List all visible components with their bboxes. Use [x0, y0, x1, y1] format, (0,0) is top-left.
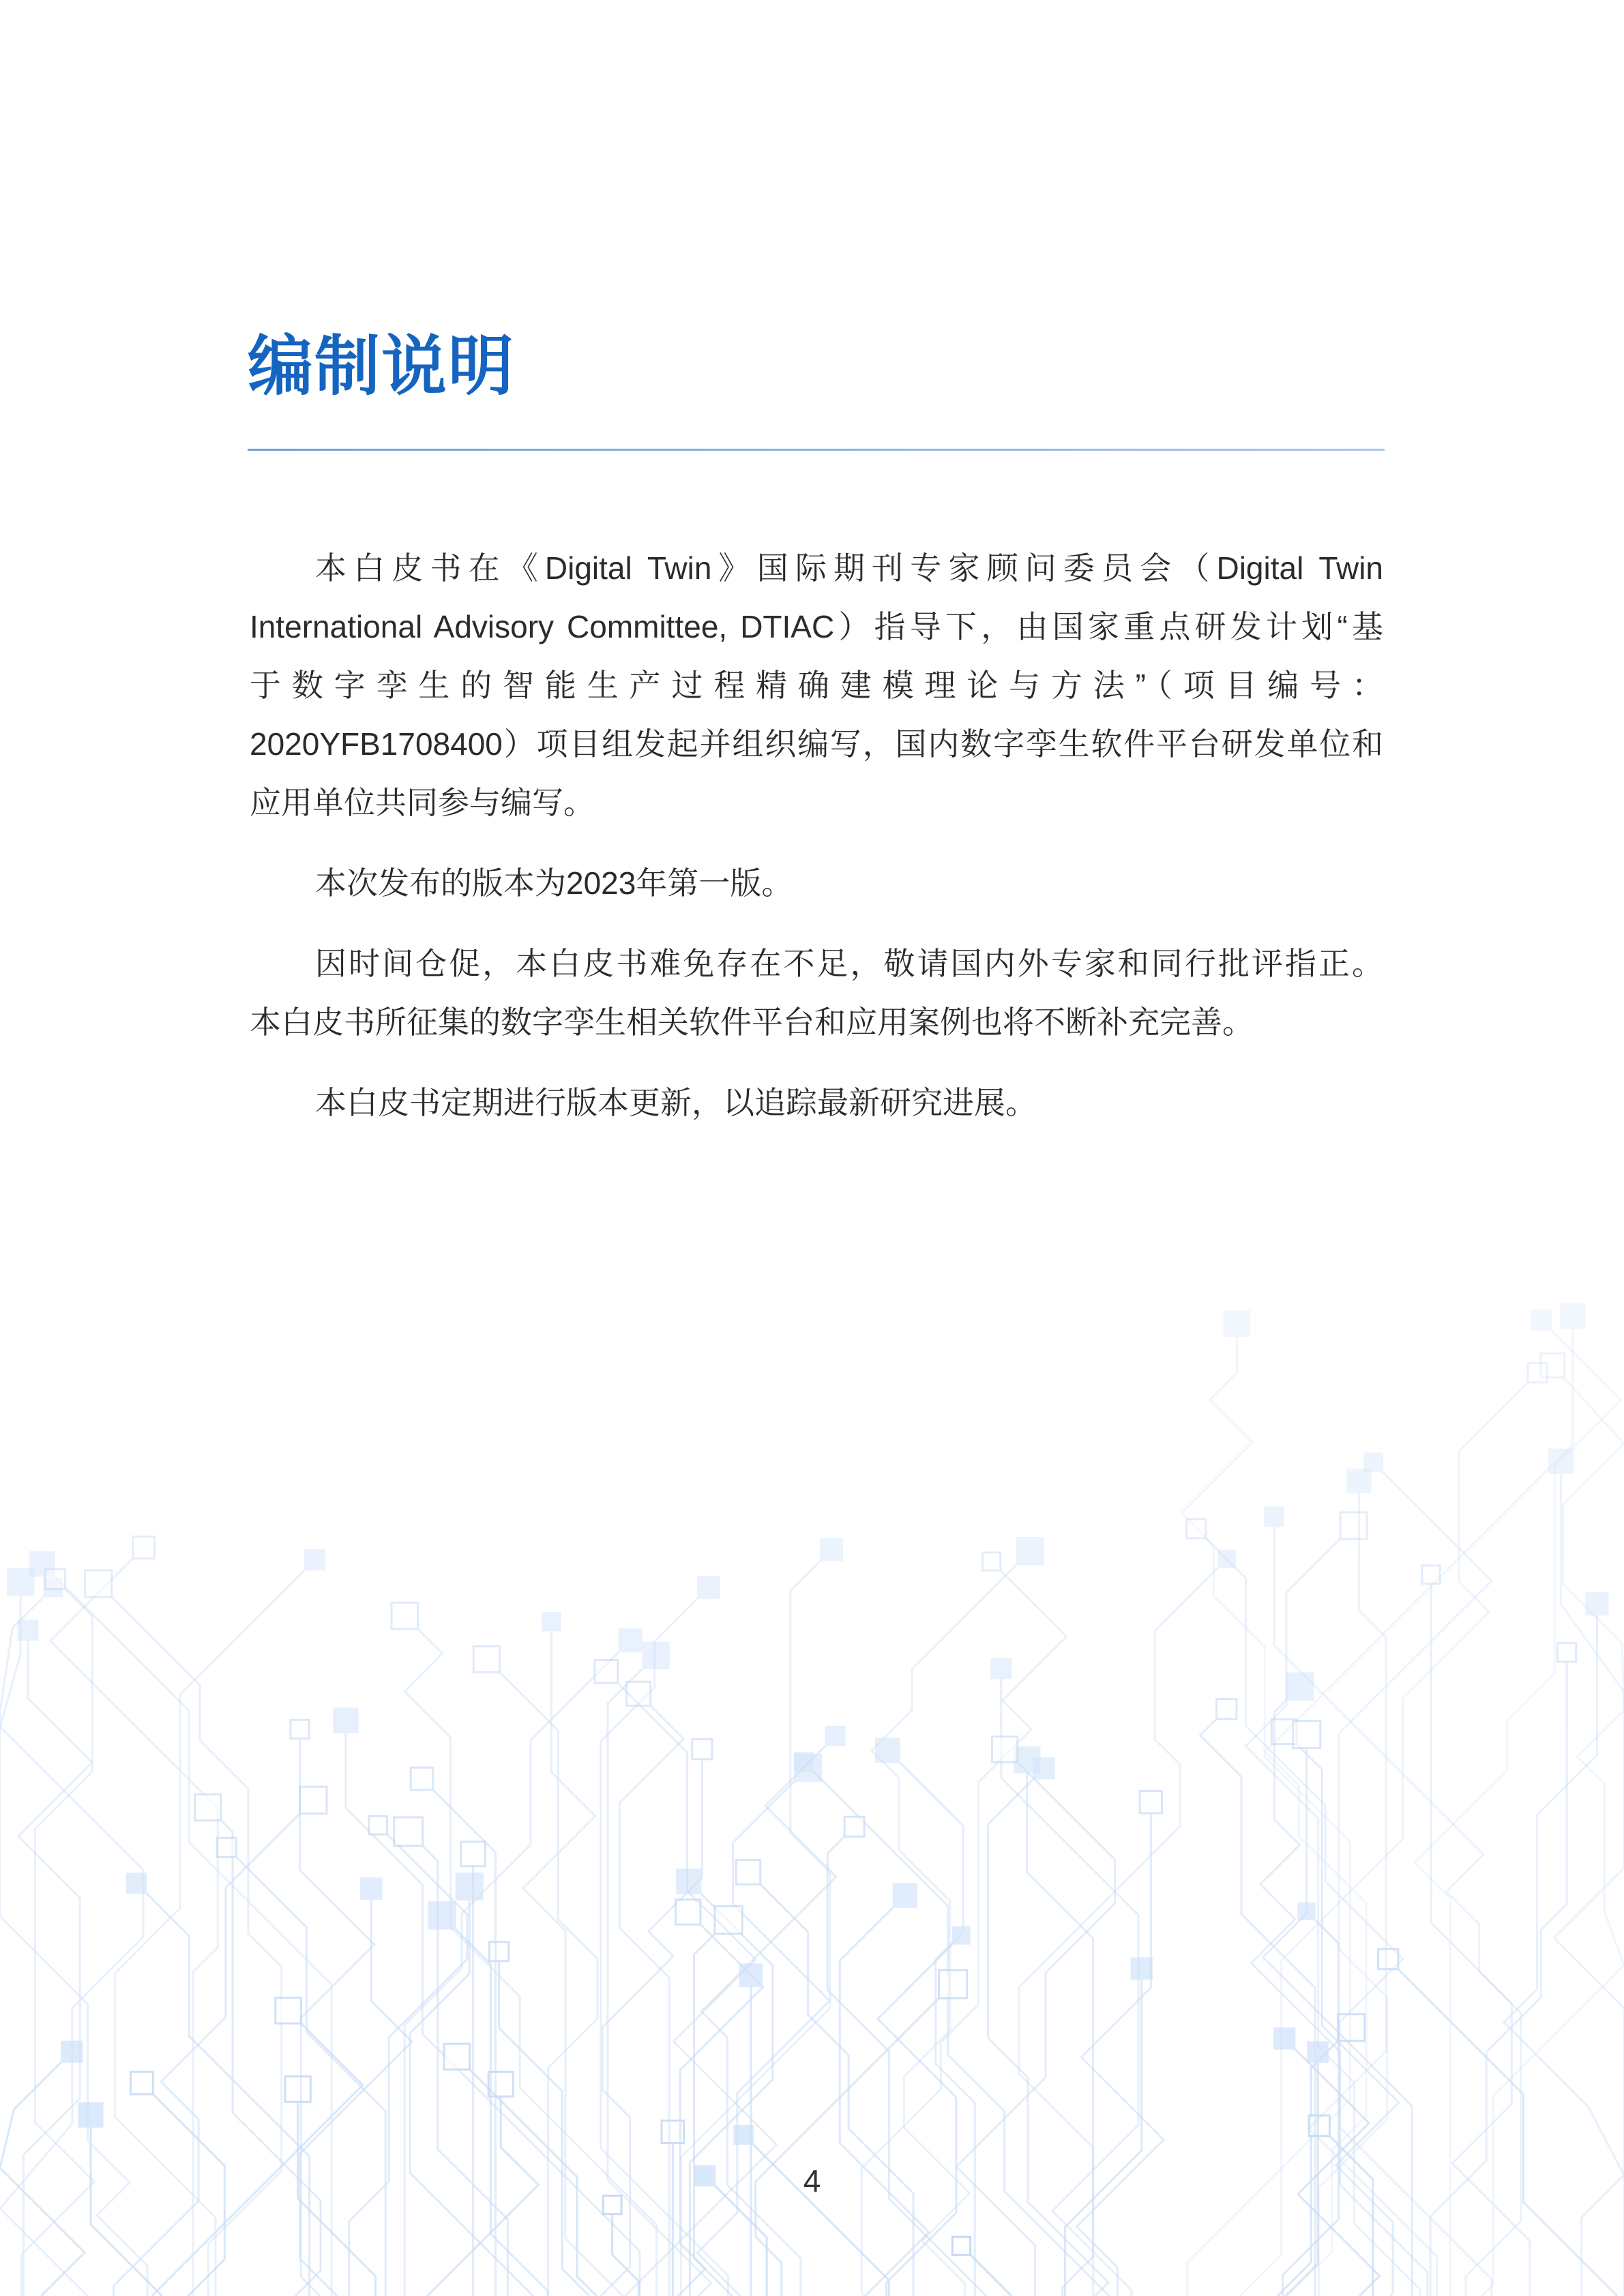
paragraph-2 — [250, 854, 1383, 912]
circuit-trace — [733, 2125, 889, 2296]
text-line: 应用单位共同参与编写。 — [250, 785, 595, 820]
circuit-trace — [1481, 1354, 1624, 2296]
text-line: 本白皮书在《Digital Twin》国际期刊专家顾问委员会（Digital Twin — [315, 550, 1383, 586]
text-line: 2020YFB1708400）项目组发起并组织编写，国内数字孪生软件平台研发单位和 — [250, 726, 1383, 762]
paragraph-3 — [250, 934, 1383, 1052]
circuit-trace — [952, 2237, 1012, 2296]
text-line: 本白皮书所征集的数字孪生相关软件平台和应用案例也将不断补充完善。 — [250, 1004, 1254, 1040]
circuit-trace — [1265, 1303, 1585, 2296]
page-number: 4 — [803, 2163, 821, 2198]
circuit-trace — [333, 1708, 640, 2296]
paragraph-4 — [250, 1073, 1383, 1132]
circuit-trace — [1181, 1310, 1350, 2296]
circuit-trace — [875, 1738, 975, 2296]
text-line: International Advisory Committee, DTIAC）指导下，由国家重点研发计划“基 — [250, 609, 1383, 644]
paragraph-1 — [250, 539, 1383, 832]
text-line: 本次发布的版本为2023年第一版。 — [315, 865, 793, 901]
circuit-trace — [489, 1942, 589, 2296]
circuit-trace — [697, 1754, 829, 2296]
circuit-trace — [1271, 1719, 1398, 2296]
circuit-trace — [794, 1752, 1109, 2296]
circuit-trace — [114, 1787, 327, 2296]
document-body — [250, 539, 1383, 1154]
text-line: 因时间仓促，本白皮书难免存在不足，敬请国内外专家和同行批评指正。 — [315, 946, 1383, 981]
circuit-background-decoration — [0, 1296, 1624, 2296]
circuit-trace — [1415, 1309, 1621, 2296]
title-divider — [248, 449, 1385, 451]
circuit-trace — [840, 1883, 929, 2296]
page-title: 编制说明 — [248, 330, 515, 403]
circuit-trace — [694, 1907, 743, 2296]
circuit-trace — [736, 1860, 913, 2296]
text-line: 本白皮书定期进行版本更新，以追踪最新研究进展。 — [315, 1085, 1037, 1120]
circuit-trace — [1065, 1958, 1153, 2296]
circuit-trace — [300, 1877, 412, 2296]
text-line: 于数字孪生的智能生产过程精确建模理论与方法”（项目编号： — [250, 668, 1383, 703]
